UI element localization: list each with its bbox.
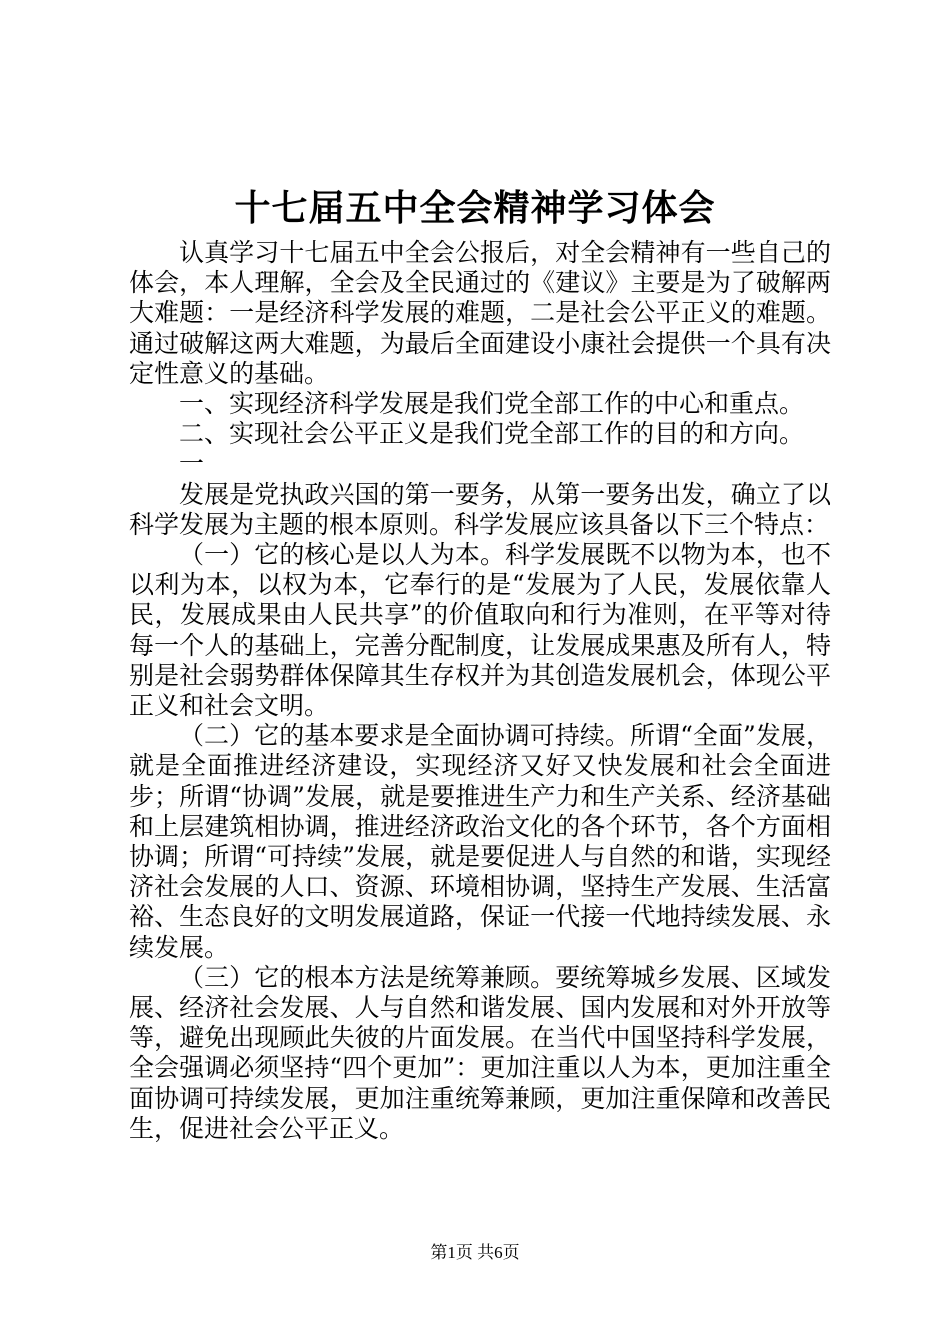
paragraph-feature-two: （二）它的基本要求是全面协调可持续。所谓“全面”发展，就是全面推进经济建设，实现经济又好又快发展和社会全面进步；所谓“协调”发展，就是要推进生产力和生产关系、经济基础和上层建筑相协调，推进经济政治文化的各个环节，各个方面相协调；所谓“可持续”发展，就是要促进人与自然的和谐，实现经济社会发展的人口、资源、环境相协调，坚持生产发展、生活富裕、生态良好的文明发展道路，保证一代接一代地持续发展、永续发展。 [129,721,831,962]
paragraph-feature-three: （三）它的根本方法是统筹兼顾。要统筹城乡发展、区域发展、经济社会发展、人与自然和谐发展、国内发展和对外开放等等，避免出现顾此失彼的片面发展。在当代中国坚持科学发展，全会强调必须坚持“四个更加”：更加注重以人为本，更加注重全面协调可持续发展，更加注重统筹兼顾，更加注重保障和改善民生，促进社会公平正义。 [129,962,831,1143]
page-number-footer: 第1页 共6页 [430,1243,520,1262]
paragraph-point-one: 一、实现经济科学发展是我们党全部工作的中心和重点。 [179,389,805,419]
document-title: 十七届五中全会精神学习体会 [234,187,716,229]
section-heading-one: 一 [179,449,205,479]
paragraph-feature-one: （一）它的核心是以人为本。科学发展既不以物为本，也不以利为本，以权为本，它奉行的是“发展为了人民，发展依靠人民，发展成果由人民共享”的价值取向和行为准则，在平等对待每一个人的基础上，完善分配制度，让发展成果惠及所有人，特别是社会弱势群体保障其生存权并为其创造发展机会，体现公平正义和社会文明。 [129,540,831,721]
paragraph-intro: 认真学习十七届五中全会公报后，对全会精神有一些自己的体会，本人理解，全会及全民通过的《建议》主要是为了破解两大难题：一是经济科学发展的难题，二是社会公平正义的难题。通过破解这两大难题，为最后全面建设小康社会提供一个具有决定性意义的基础。 [129,238,831,388]
paragraph-development: 发展是党执政兴国的第一要务，从第一要务出发，确立了以科学发展为主题的根本原则。科学发展应该具备以下三个特点： [129,479,831,539]
document-body [129,238,831,1144]
paragraph-point-two: 二、实现社会公平正义是我们党全部工作的目的和方向。 [179,419,805,449]
